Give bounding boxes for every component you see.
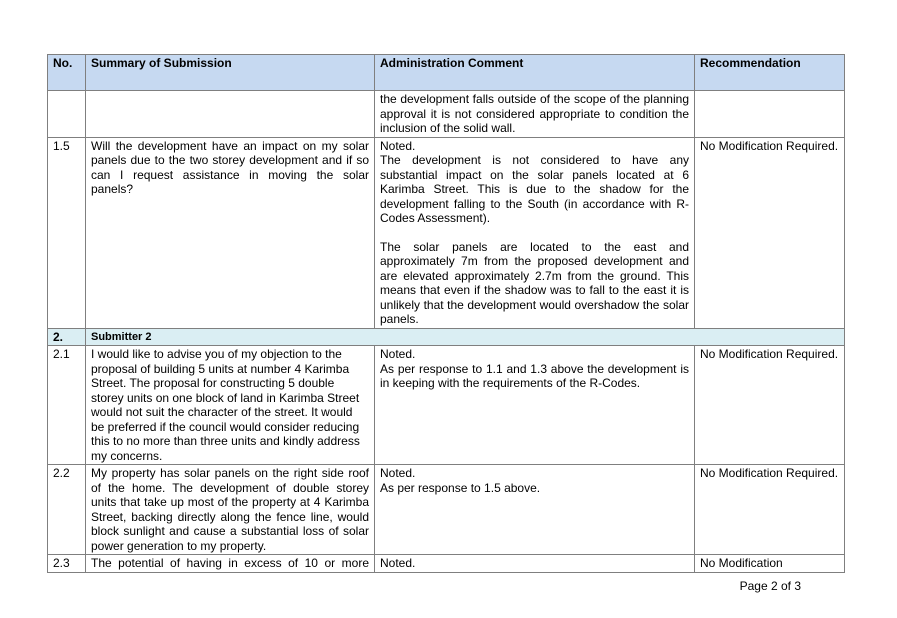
section-number: 2. bbox=[48, 328, 86, 346]
cell-recommendation: No Modification Required. bbox=[695, 465, 845, 555]
table-row-2-3 bbox=[48, 555, 845, 573]
cell-no: 2.1 bbox=[48, 346, 86, 465]
admin-paragraph-2: The solar panels are located to the east and approximately 7m from the proposed development and are elevated approximately 2.7m from the ground. This means that even if the shadow was to fall to the east it is unlikely that the development would overshadow the solar panels. bbox=[380, 239, 689, 326]
header-recommendation: Recommendation bbox=[695, 55, 845, 91]
table-row-2-1 bbox=[48, 346, 845, 465]
header-no: No. bbox=[48, 55, 86, 91]
section-row-submitter-2 bbox=[48, 328, 845, 346]
cell-summary: Will the development have an impact on my solar panels due to the two storey development and if so can I request assistance in moving the solar panels? bbox=[86, 137, 375, 328]
cell-no bbox=[48, 91, 86, 138]
cell-summary: My property has solar panels on the right side roof of the home. The development of double storey units that take up most of the property at 4 Karimba Street, backing directly along the fence line, would block sunlight and cause a substantial loss of solar power generation to my property. bbox=[86, 465, 375, 555]
cell-admin-comment bbox=[375, 465, 695, 555]
admin-paragraph-1: As per response to 1.5 above. bbox=[380, 480, 541, 495]
cell-admin-comment bbox=[375, 346, 695, 465]
admin-paragraph-1: As per response to 1.1 and 1.3 above the development is in keeping with the requirements of the R-Codes. bbox=[380, 361, 689, 390]
cell-recommendation: No Modification Required. bbox=[695, 137, 845, 328]
admin-paragraph-1: The development is not considered to have any substantial impact on the solar panels located at 6 Karimba Street. This is due to the shadow for the development falling to the South (in accordance with R-Codes Assessment). bbox=[380, 153, 689, 225]
section-title: Submitter 2 bbox=[86, 328, 845, 346]
admin-noted: Noted. bbox=[380, 466, 416, 480]
cell-no: 2.3 bbox=[48, 555, 86, 573]
header-admin-comment: Administration Comment bbox=[375, 55, 695, 91]
admin-noted: Noted. bbox=[380, 347, 416, 361]
submissions-table bbox=[47, 54, 845, 573]
cell-summary: The potential of having in excess of 10 or more bbox=[86, 555, 375, 573]
table-row-1-5 bbox=[48, 137, 845, 328]
cell-no: 1.5 bbox=[48, 137, 86, 328]
cell-summary: I would like to advise you of my objection to the proposal of building 5 units at number 4 Karimba Street. The proposal for constructing 5 double storey units on one block of land in Karimba Street would not suit the character of the street. It would be preferred if the council would consider reducing this to no more than three units and kindly address my concerns. bbox=[86, 346, 375, 465]
cell-summary bbox=[86, 91, 375, 138]
cell-recommendation: No Modification bbox=[695, 555, 845, 573]
admin-noted: Noted. bbox=[380, 138, 416, 153]
cell-admin-comment: Noted. bbox=[375, 555, 695, 573]
header-row bbox=[48, 55, 845, 91]
table-row-2-2 bbox=[48, 465, 845, 555]
table-row-continuation bbox=[48, 91, 845, 138]
table-header bbox=[48, 55, 845, 91]
cell-admin-comment: the development falls outside of the scope of the planning approval it is not considered appropriate to condition the inclusion of the solid wall. bbox=[375, 91, 695, 138]
page-number: Page 2 of 3 bbox=[739, 579, 801, 593]
cell-no: 2.2 bbox=[48, 465, 86, 555]
cell-recommendation bbox=[695, 91, 845, 138]
header-summary: Summary of Submission bbox=[86, 55, 375, 91]
cell-admin-comment bbox=[375, 137, 695, 328]
cell-recommendation: No Modification Required. bbox=[695, 346, 845, 465]
